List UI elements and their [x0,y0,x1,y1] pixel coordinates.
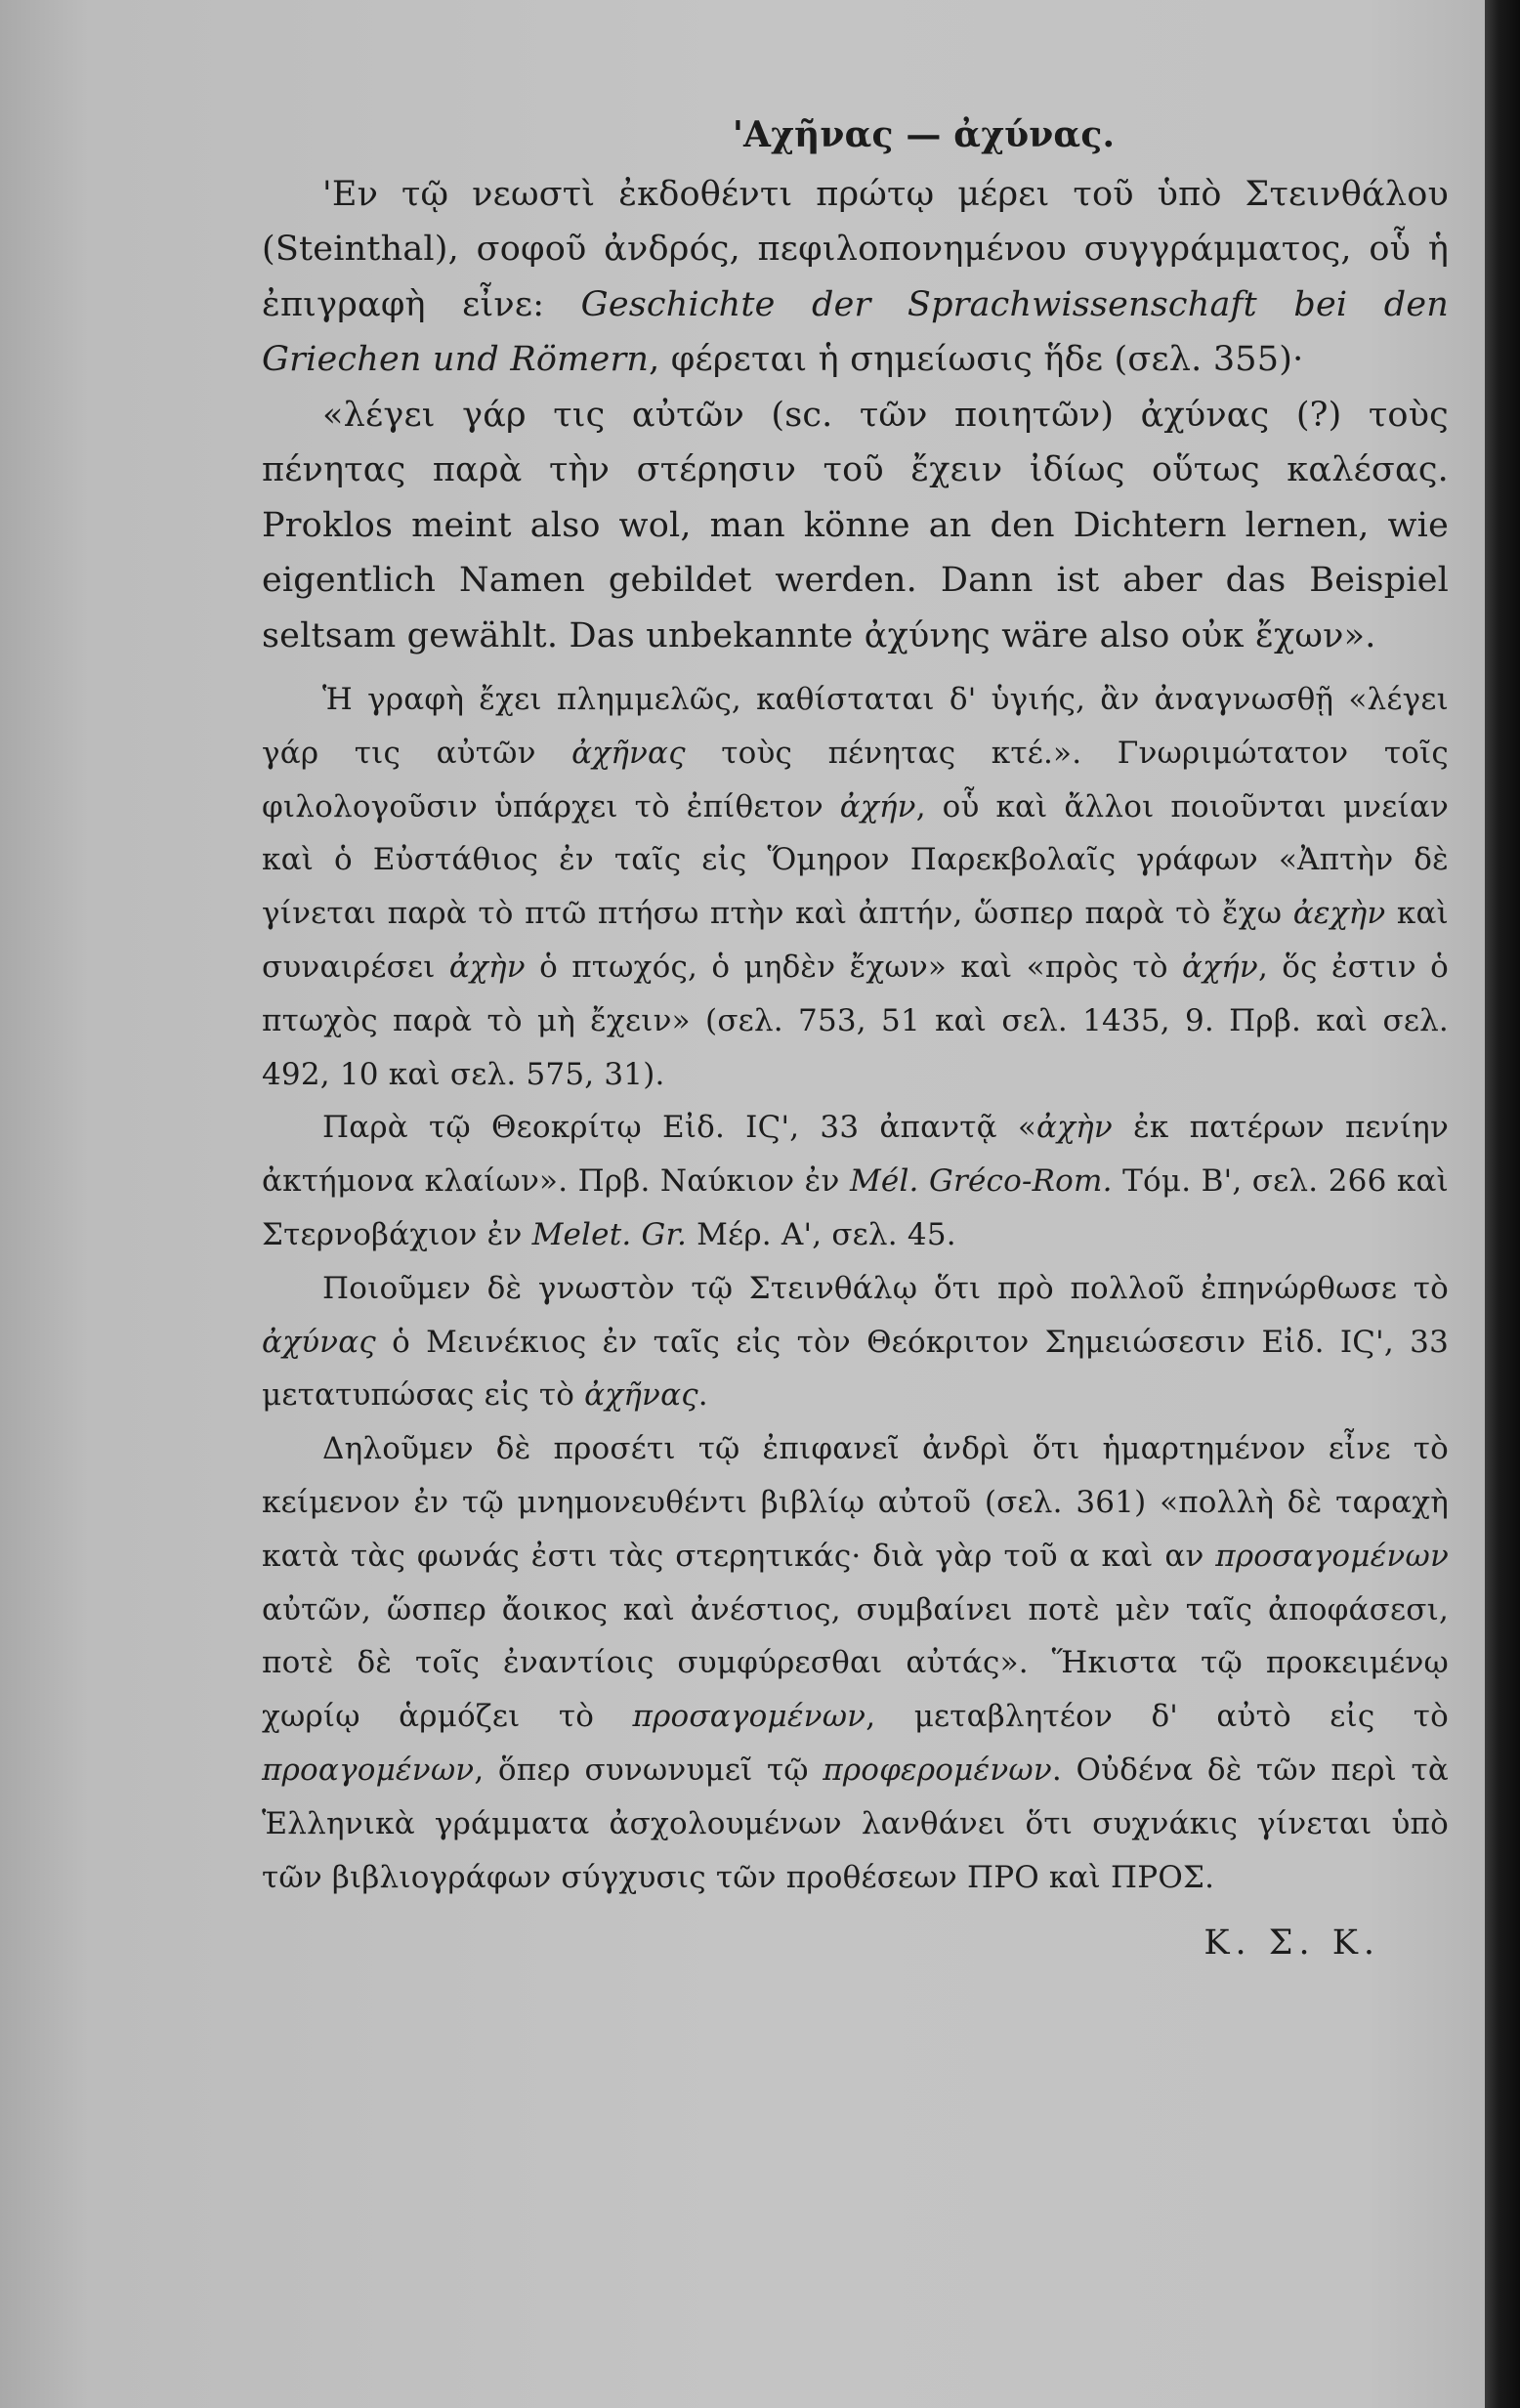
text-run: Παρὰ τῷ Θεοκρίτῳ Εἰδ. ΙϚ', 33 ἀπαντᾷ « [322,1110,1037,1146]
paragraph-meineke [262,1262,1449,1422]
text-run: , φέρεται ἡ σημείωσις ἥδε (σελ. 355)· [649,340,1304,379]
italic-word: ἀχὴν [448,949,526,985]
paragraph-intro [262,167,1449,388]
text-run: Ποιοῦμεν δὲ γνωστὸν τῷ Στεινθάλῳ ὅτι πρὸ πολλοῦ ἐπηνώρθωσε τὸ [322,1270,1449,1306]
text-run: Τόμ. Β', σελ. 266 καὶ Στερνοβάχιον ἐν [262,1163,1449,1252]
signature-initials: Κ. Σ. Κ. [1203,1923,1380,1964]
author-signature [262,1916,1449,1971]
article-heading: 'Αχῆνας — ἀχύνας. [732,114,1116,155]
text-run: Μέρ. Α', σελ. 45. [687,1216,956,1252]
paragraph-prepositions [262,1422,1449,1904]
italic-word: προσαγομένων [632,1699,866,1735]
journal-title: Mél. Gréco-Rom. [849,1163,1113,1200]
text-run: τοὺς πένητας κτέ.». Γνωριμώτατον τοῖς φιλολογοῦσιν ὑπάρχει τὸ ἐπίθετον [262,735,1449,824]
book-title: Geschichte der Sprachwissenschaft bei den Griechen und Römern [262,284,1450,379]
italic-word: ἀχὴν [1036,1110,1113,1146]
paragraph-correction [262,673,1449,1101]
italic-word: ἀχήν [839,788,916,824]
text-run: , μεταβλητέον δ' αὐτὸ εἰς τὸ [866,1699,1450,1735]
text-run: . Οὐδένα δὲ τῶν περὶ τὰ Ἑλληνικὰ γράμματα ἀσχολουμένων λανθάνει ὅτι συχνάκις γίνεται ὑπὸ τῶν βιβλιογράφων σύγχυσις τῶν προθέσεων ΠΡΟ καὶ ΠΡΟΣ. [262,1752,1449,1895]
text-run: . [697,1377,708,1414]
italic-word: προαγομένων [262,1752,475,1788]
text-run: ὁ πτωχός, ὁ μηδὲν ἔχων» καὶ «πρὸς τὸ [525,949,1182,985]
text-run: 'Εν τῷ νεωστὶ ἐκδοθέντι πρώτῳ μέρει τοῦ ὑπὸ Στεινθάλου (Steinthal), σοφοῦ ἀνδρός, πεφιλοπονημένου συγγράμματος, οὗ ἡ ἐπιγραφὴ εἶνε: [262,174,1449,324]
text-run: Ἡ γραφὴ ἔχει πλημμελῶς, καθίσταται δ' ὑγιής, ἂν ἀναγνωσθῇ «λέγει γάρ τις αὐτῶν [262,682,1449,771]
text-run: , ὅς ἐστιν ὁ πτωχὸς παρὰ τὸ μὴ ἔχειν» (σελ. 753, 51 καὶ σελ. 1435, 9. Πρβ. καὶ σελ. 492, 10 καὶ σελ. 575, 31). [262,949,1450,1092]
italic-word: προφερομένων [823,1752,1052,1788]
italic-word: ἀχῆνας [584,1377,698,1414]
article-body [262,107,1449,1971]
italic-word: προσαγομένων [1215,1538,1449,1574]
text-run: ἐκ πατέρων πενίην ἀκτήμονα κλαίων». Πρβ. Ναύκιον ἐν [262,1110,1450,1200]
italic-word: ἀεχὴν [1292,896,1386,932]
paragraph-quotation: «λέγει γάρ τις αὐτῶν (sc. τῶν ποιητῶν) ἀχύνας (?) τοὺς πένητας παρὰ τὴν στέρησιν τοῦ ἔχειν ἰδίως οὕτως καλέσας. Proklos meint also wol, man könne an den Dichtern lernen, wie eigentlich Namen gebildet werden. Dann ist aber das Beispiel seltsam gewählt. Das unbekannte ἀχύνης wäre also οὐκ ἔχων». [262,395,1449,655]
italic-word: ἀχύνας [262,1324,376,1360]
journal-title: Melet. Gr. [531,1216,688,1252]
italic-word: ἀχήν [1182,949,1258,985]
italic-word: ἀχῆνας [571,735,686,771]
text-run: , οὗ καὶ ἄλλοι ποιοῦνται μνείαν καὶ ὁ Εὐστάθιος ἐν ταῖς εἰς Ὅμηρον Παρεκβολαῖς γράφων «Ἀπτὴν δὲ γίνεται παρὰ τὸ πτῶ πτήσω πτὴν καὶ ἀπτήν, ὥσπερ παρὰ τὸ ἔχω [262,788,1450,932]
page-edge-shadow [1485,0,1520,2408]
text-run: αὐτῶν, ὥσπερ ἄοικος καὶ ἀνέστιος, συμβαίνει ποτὲ μὲν ταῖς ἀποφάσεσι, ποτὲ δὲ τοῖς ἐναντίοις συμφύρεσθαι αὐτάς». Ἥκιστα τῷ προκειμένῳ χωρίῳ ἁρμόζει τὸ [262,1591,1449,1735]
text-run: ὁ Μεινέκιος ἐν ταῖς εἰς τὸν Θεόκριτον Σημειώσεσιν Εἰδ. ΙϚ', 33 μετατυπώσας εἰς τὸ [262,1324,1449,1414]
paragraph-theocritus [262,1101,1449,1261]
text-run: , ὅπερ συνωνυμεῖ τῷ [474,1752,823,1788]
text-run: Δηλοῦμεν δὲ προσέτι τῷ ἐπιφανεῖ ἀνδρὶ ὅτι ἡμαρτημένον εἶνε τὸ κείμενον ἐν τῷ μνημονευθέντι βιβλίῳ αὐτοῦ (σελ. 361) «πολλὴ δὲ ταραχὴ κατὰ τὰς φωνάς ἐστι τὰς στερητικάς· διὰ γὰρ τοῦ α καὶ αν [262,1431,1449,1574]
text-run: καὶ συναιρέσει [262,896,1450,985]
